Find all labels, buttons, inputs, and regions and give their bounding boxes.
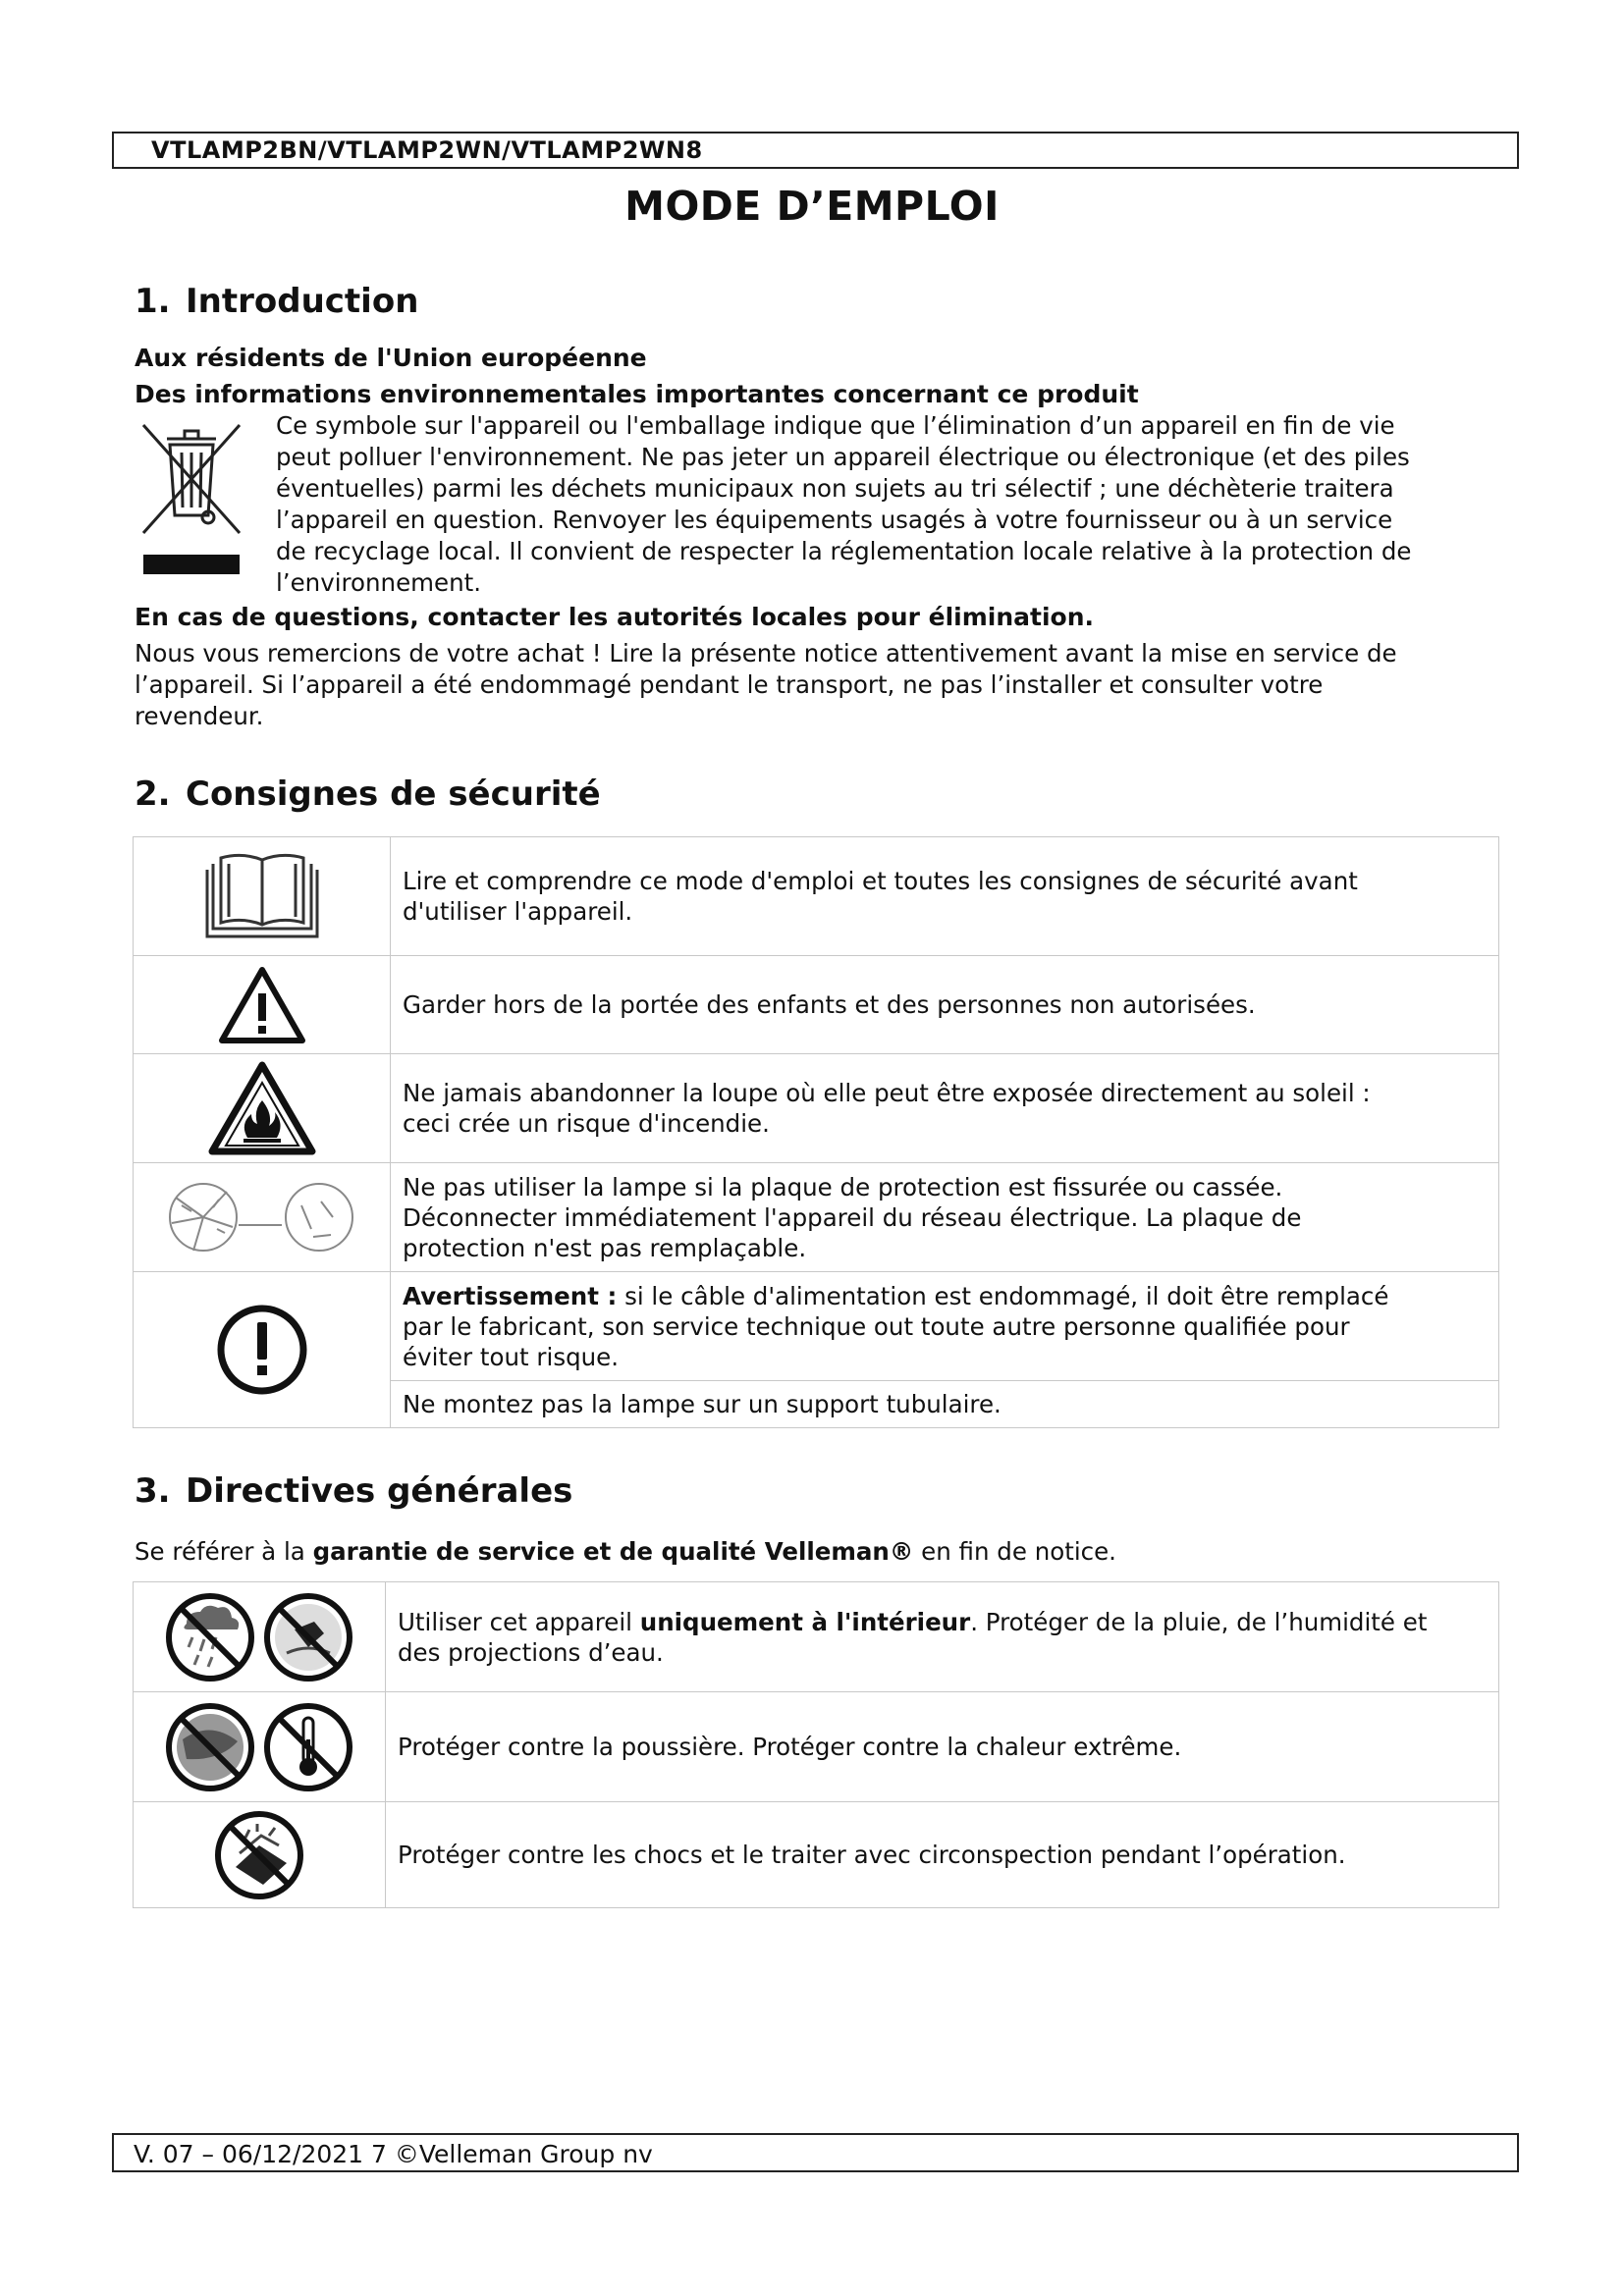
guidelines-table [133,1581,1499,1908]
table-row: Lire et comprendre ce mode d'emploi et toutes les consignes de sécurité avant d'utiliser l'appareil. [134,837,1499,956]
book-icon [203,852,321,940]
page-title: MODE D’EMPLOI [624,183,1000,230]
table-row: Ne jamais abandonner la loupe où elle peut être exposée directement au soleil : ceci crée un risque d'incendie. [134,1054,1499,1163]
weee-bin-icon [137,417,245,584]
env-info-heading: Des informations environnementales importantes concernant ce produit [135,380,1139,408]
questions-note: En cas de questions, contacter les autorités locales pour élimination. [135,603,1094,631]
table-row: Avertissement : si le câble d'alimentation est endommagé, il doit être remplacé par le fabricant, son service technique out toute autre personne qualifiée pour éviter tout risque. [134,1272,1499,1381]
fire-warning-icon [208,1061,316,1155]
table-row: Utiliser cet appareil uniquement à l'intérieur. Protéger de la pluie, de l’humidité et des projections d’eau. [134,1582,1499,1692]
footer-text: V. 07 – 06/12/2021 7 ©Velleman Group nv [134,2140,653,2168]
weee-text: Ce symbole sur l'appareil ou l'emballage indique que l’élimination d’un appareil en fin de vie peut polluer l'environnement. Ne pas jeter un appareil électrique ou électronique (et des piles éventuelles) parmi les déchets municipaux non sujets au tri sélectif ; une déchèterie traitera l’appareil en question. Renvoyer les équipements usagés à votre fournisseur ou à un service de recyclage local. Il convient de respecter la réglementation locale relative à la protection de l’environnement. [276,411,1412,597]
table-row: Garder hors de la portée des enfants et des personnes non autorisées. [134,956,1499,1054]
indoor-use-icons [161,1590,357,1684]
thanks-paragraph: Nous vous remercions de votre achat ! Lire la présente notice attentivement avant la mise en service de l’appareil. Si l’appareil a été endommagé pendant le transport, ne pas l’installer et consulter votre revendeur. [135,639,1397,730]
model-header [112,132,1519,169]
no-heat-icon [267,1706,350,1789]
section-3-heading: 3. Directives générales [135,1471,573,1511]
no-dust-icon [169,1706,251,1789]
cracked-lens-icon [164,1178,360,1256]
warning-label: Avertissement : [403,1281,618,1310]
warranty-note: Se référer à la garantie de service et de qualité Velleman® en fin de notice. [135,1537,1116,1566]
table-row: Protéger contre les chocs et le traiter avec circonspection pendant l’opération. [134,1802,1499,1908]
dust-heat-icons [161,1700,357,1794]
no-water-splash-icon [267,1596,350,1679]
no-rain-icon [169,1596,251,1679]
residents-heading: Aux résidents de l'Union européenne [135,344,647,372]
safety-table [133,836,1499,1428]
model-number: VTLAMP2BN/VTLAMP2WN/VTLAMP2WN8 [151,136,703,164]
page-footer [112,2133,1519,2172]
warning-triangle-icon [218,966,306,1044]
exclamation-circle-icon [215,1303,309,1397]
table-row: Ne montez pas la lampe sur un support tubulaire. [134,1381,1499,1428]
no-shock-icon [210,1808,308,1902]
table-row: Protéger contre la poussière. Protéger contre la chaleur extrême. [134,1692,1499,1802]
section-2-heading: 2. Consignes de sécurité [135,774,601,814]
table-row: Ne pas utiliser la lampe si la plaque de protection est fissurée ou cassée. Déconnecter immédiatement l'appareil du réseau électrique. La plaque de protection n'est pas remplaçable. [134,1163,1499,1272]
section-1-heading: 1. Introduction [135,282,419,321]
